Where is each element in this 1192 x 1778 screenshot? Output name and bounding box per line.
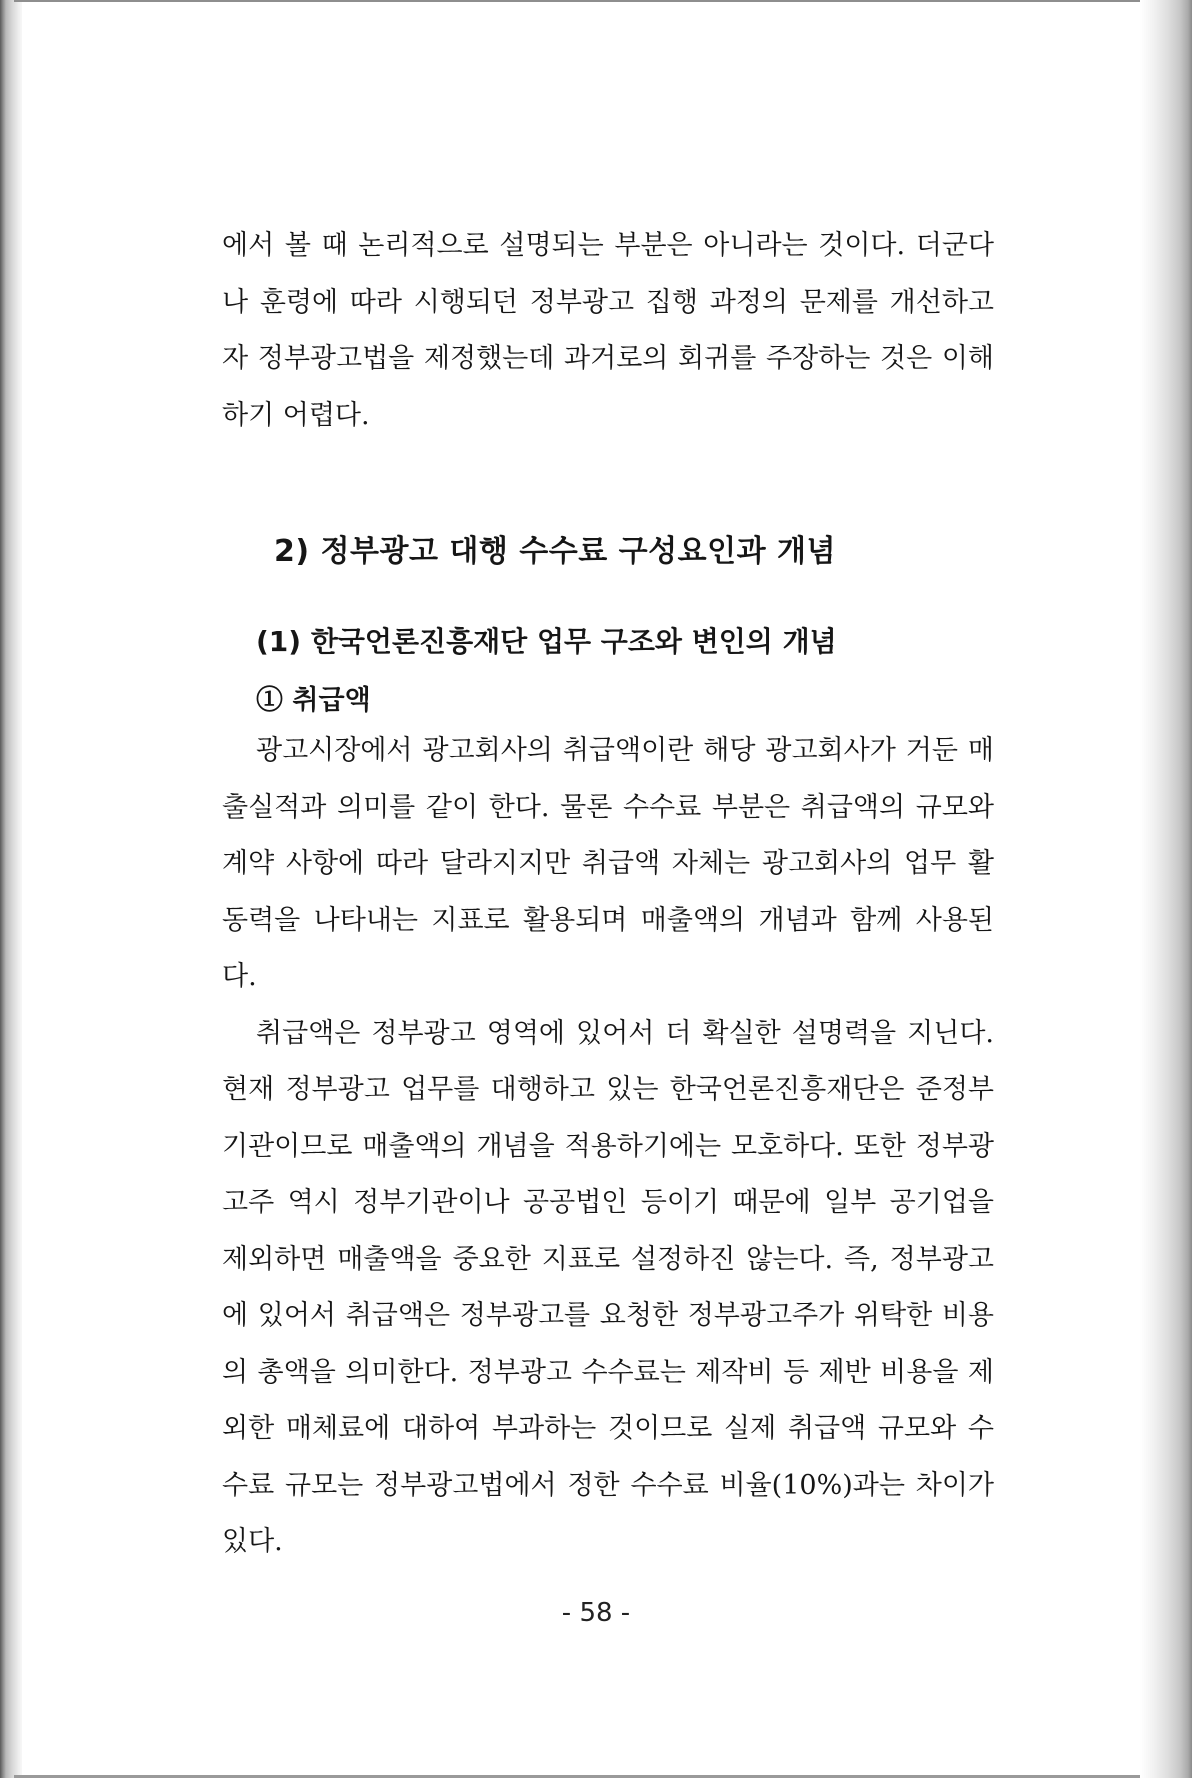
page-left-edge xyxy=(0,0,22,1778)
page-top-border xyxy=(14,0,1154,2)
page-content xyxy=(222,218,994,1557)
item-heading: ① 취급액 xyxy=(256,685,371,716)
section-heading: 2) 정부광고 대행 수수료 구성요인과 개념 xyxy=(274,534,836,569)
body-paragraph-1: 광고시장에서 광고회사의 취급액이란 해당 광고회사가 거둔 매출실적과 의미를 같이 한다. 물론 수수료 부분은 취급액의 규모와 계약 사항에 따라 달라지지만 취급액 자체는 광고회사의 업무 활동력을 나타내는 지표로 활용되며 매출액의 개념과 함께 사용된다. xyxy=(222,735,994,992)
body-paragraph-2: 취급액은 정부광고 영역에 있어서 더 확실한 설명력을 지닌다. 현재 정부광고 업무를 대행하고 있는 한국언론진흥재단은 준정부기관이므로 매출액의 개념을 적용하기에는 모호하다. 또한 정부광고주 역시 정부기관이나 공공법인 등이기 때문에 일부 공기업을 제외하면 매출액을 중요한 지표로 설정하진 않는다. 즉, 정부광고에 있어서 취급액은 정부광고를 요청한 정부광고주가 위탁한 비용의 총액을 의미한다. 정부광고 수수료는 제작비 등 제반 비용을 제외한 매체료에 대하여 부과하는 것이므로 실제 취급액 규모와 수수료 규모는 정부광고법에서 정한 수수료 비율(10%)과는 차이가 있다. xyxy=(222,1017,994,1557)
sub-heading: (1) 한국언론진흥재단 업무 구조와 변인의 개념 xyxy=(256,625,837,658)
page-number: - 58 - xyxy=(561,1598,631,1628)
body-block xyxy=(222,723,994,1571)
page-right-shadow xyxy=(1140,0,1192,1778)
intro-paragraph: 에서 볼 때 논리적으로 설명되는 부분은 아니라는 것이다. 더군다나 훈령에 따라 시행되던 정부광고 집행 과정의 문제를 개선하고자 정부광고법을 제정했는데 과거로의 회귀를 주장하는 것은 이해하기 어렵다. xyxy=(222,230,994,431)
